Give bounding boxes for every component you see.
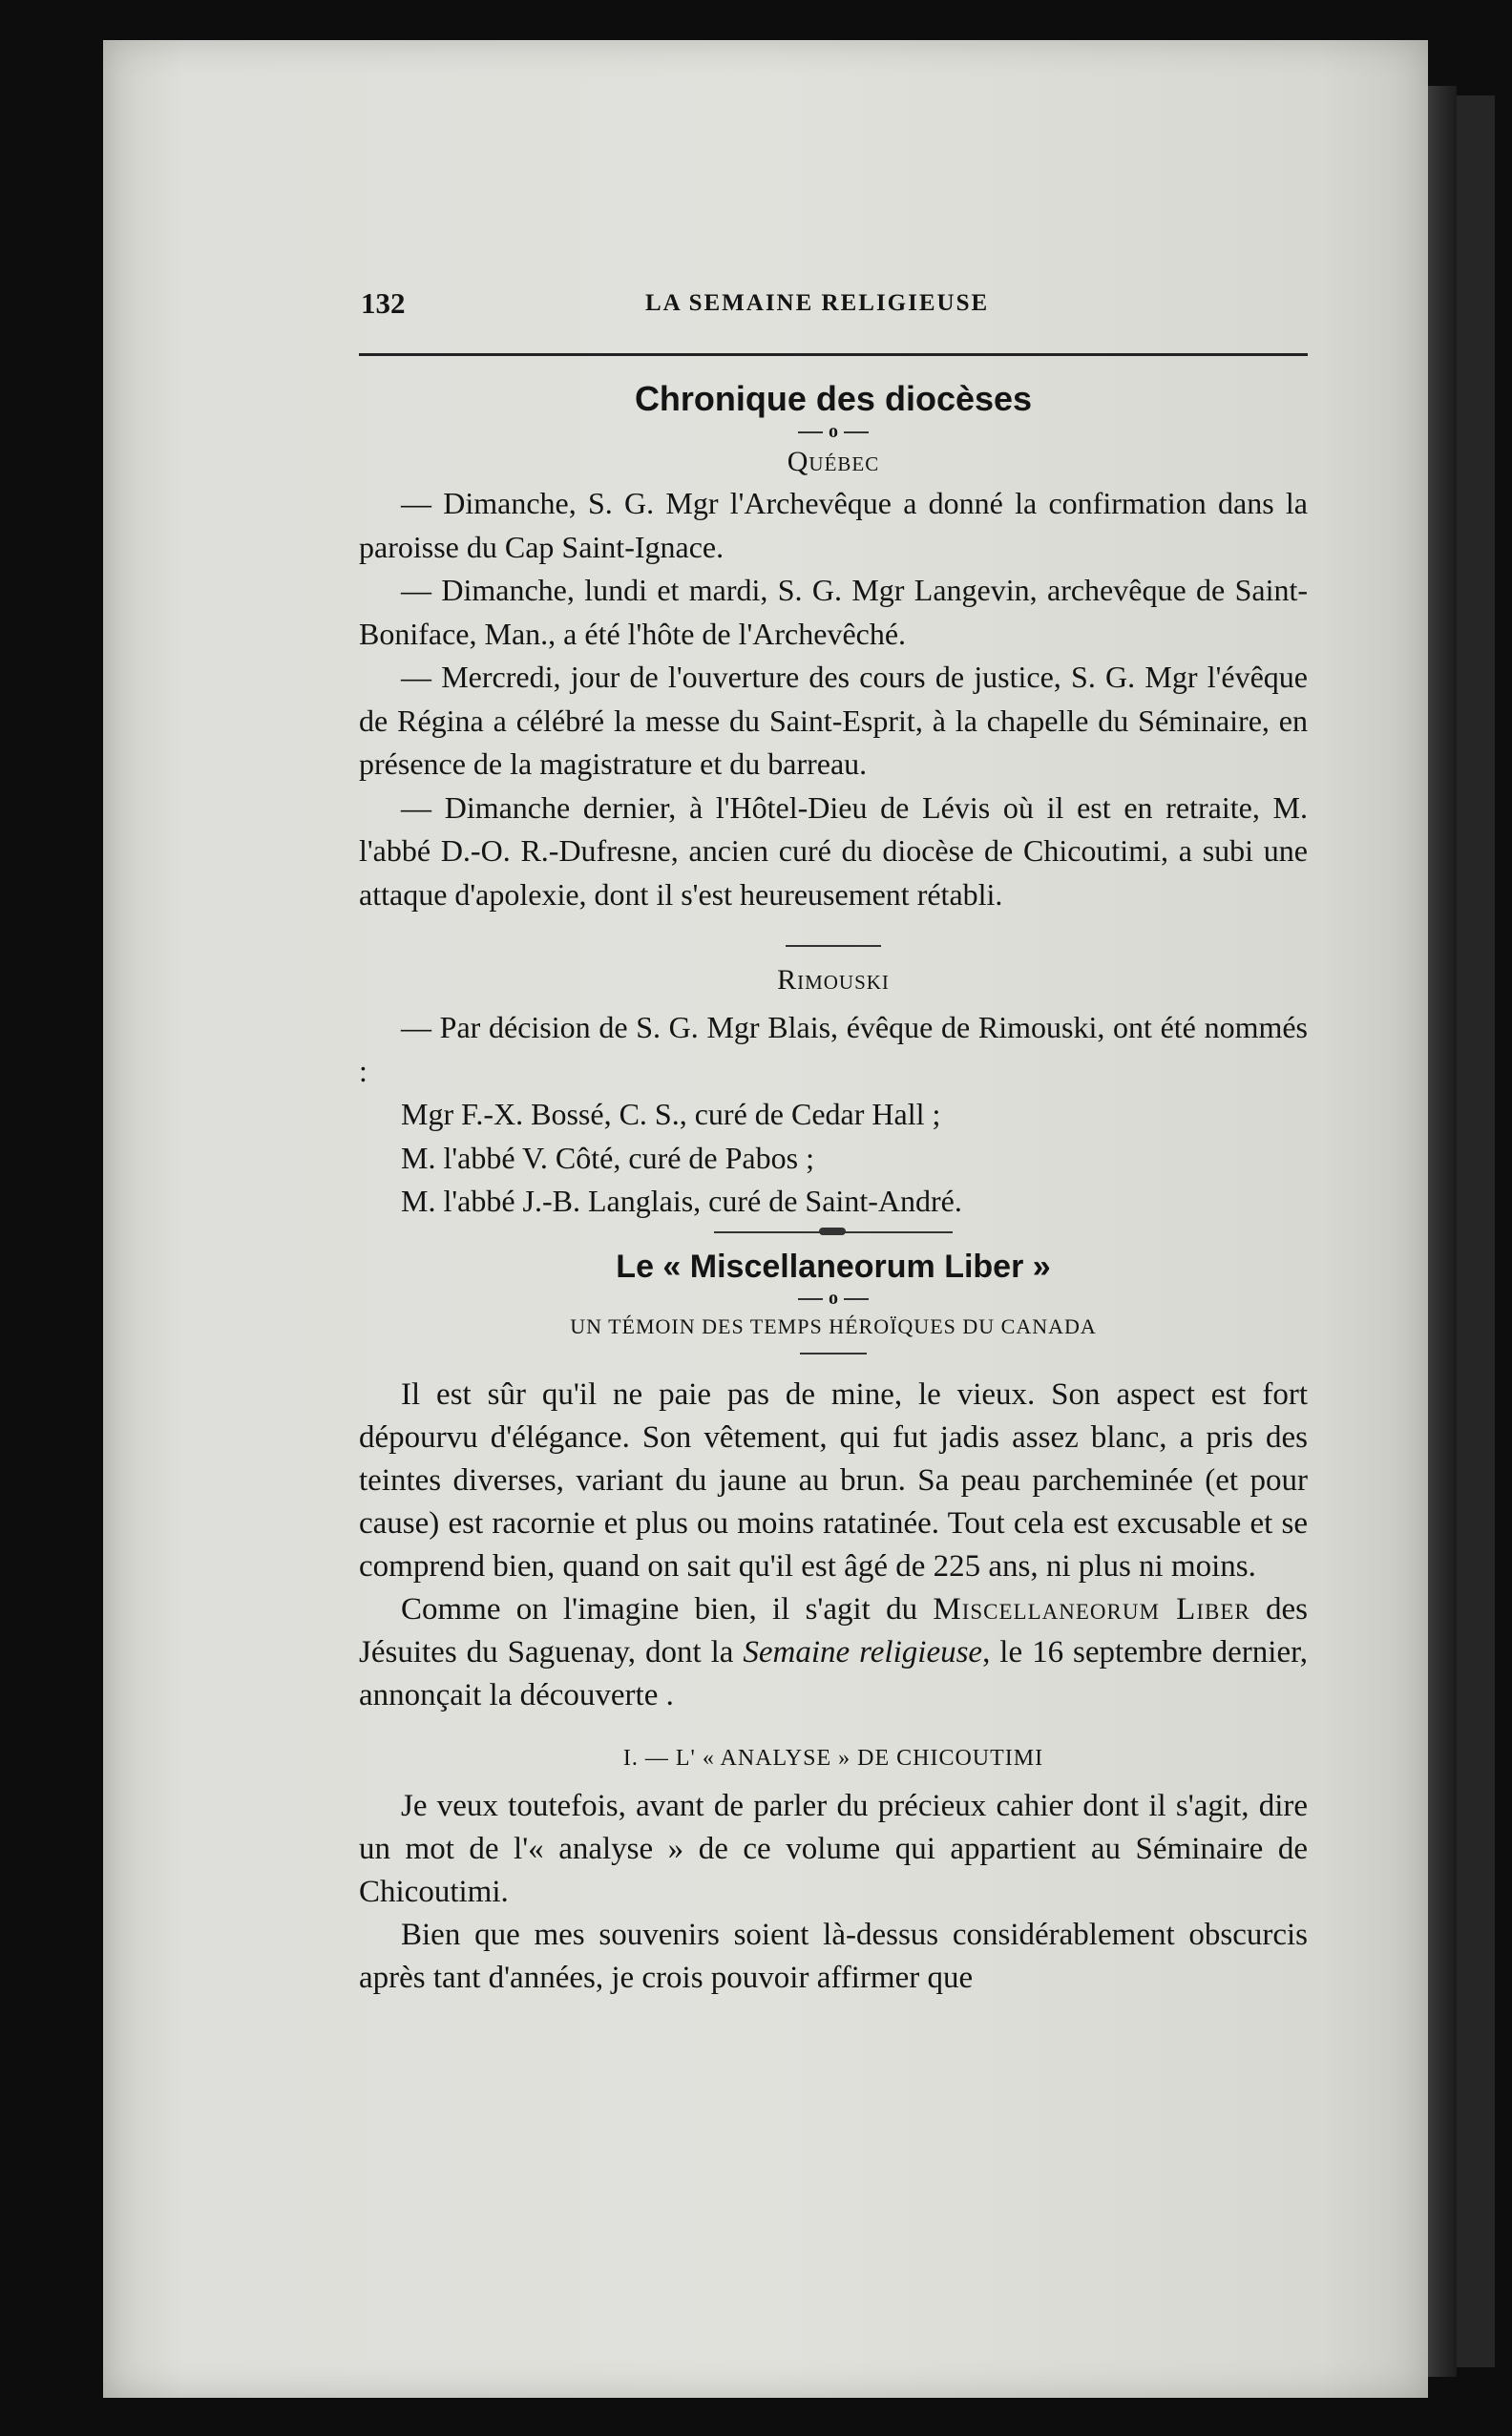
page-content xyxy=(359,286,1308,2000)
page-edge-shadow xyxy=(1428,86,1457,2377)
section-heading-rimouski: Rimouski xyxy=(777,964,890,996)
appointment-line: M. l'abbé J.-B. Langlais, curé de Saint-André. xyxy=(401,1184,962,1218)
ornament-glyph: o xyxy=(829,1287,838,1309)
text-run: Comme on l'imagine bien, il s'agit du xyxy=(401,1591,934,1627)
appointment-line: Mgr F.-X. Bossé, C. S., curé de Cedar Hall ; xyxy=(401,1097,941,1131)
section-rule xyxy=(786,945,881,947)
text-run: , le 16 septembre dernier, annonçait la découverte . xyxy=(359,1634,1309,1712)
publication-title: Semaine religieuse xyxy=(743,1634,983,1670)
text-run: des Jésuites du Saguenay, dont la xyxy=(359,1591,1308,1670)
article-body xyxy=(359,1374,1308,2000)
part-heading: I. — L' « ANALYSE » DE CHICOUTIMI xyxy=(622,1745,1044,1771)
ornament-glyph: o xyxy=(829,421,838,442)
article-subtitle: UN TÉMOIN DES TEMPS HÉROÏQUES DU CANADA xyxy=(570,1313,1097,1338)
chronique-title: Chronique des diocèses xyxy=(634,379,1033,418)
running-header xyxy=(359,286,1308,332)
page-edge-dark xyxy=(1457,95,1495,2367)
article-paragraph: Je veux toutefois, avant de parler du précieux cahier dont il s'agit, dire un mot de l'« analyse » de ce volume qui appartient au Séminaire de Chicoutimi. xyxy=(359,1788,1308,1909)
article-paragraph: Bien que mes souvenirs soient là-dessus considérablement obscurcis après tant d'années, je crois pouvoir affirmer que xyxy=(359,1917,1308,1995)
subtitle-rule xyxy=(800,1353,867,1354)
section-heading-quebec: Québec xyxy=(787,446,880,477)
quebec-paragraph: — Dimanche, S. G. Mgr l'Archevêque a donné la confirmation dans la paroisse du Cap Saint-Ignace. xyxy=(359,486,1308,564)
quebec-paragraph: — Dimanche dernier, à l'Hôtel-Dieu de Lévis où il est en retraite, M. l'abbé D.-O. R.-Dufresne, ancien curé du diocèse de Chicoutimi, a subi une attaque d'apolexie, dont il s'est heureusement rétabli. xyxy=(359,789,1308,912)
appointment-line: M. l'abbé V. Côté, curé de Pabos ; xyxy=(401,1140,814,1175)
fancy-divider xyxy=(714,1231,953,1239)
article-paragraph xyxy=(359,1588,1308,1717)
running-title: LA SEMAINE RELIGIEUSE xyxy=(645,290,990,316)
ornament-divider xyxy=(359,421,1308,442)
ornament-divider xyxy=(359,1288,1308,1309)
quebec-paragraph: — Mercredi, jour de l'ouverture des cours de justice, S. G. Mgr l'évêque de Régina a célébré la messe du Saint-Esprit, à la chapelle du Séminaire, en présence de la magistrature et du barreau. xyxy=(359,660,1308,781)
liber-title: Miscellaneorum Liber xyxy=(933,1591,1250,1627)
rimouski-intro: — Par décision de S. G. Mgr Blais, évêque de Rimouski, ont été nommés : xyxy=(359,1010,1308,1088)
header-rule xyxy=(359,353,1308,356)
quebec-paragraph: — Dimanche, lundi et mardi, S. G. Mgr Langevin, archevêque de Saint-Boniface, Man., a été l'hôte de l'Archevêché. xyxy=(359,573,1308,651)
article-paragraph: Il est sûr qu'il ne paie pas de mine, le vieux. Son aspect est fort dépourvu d'élégance. Son vêtement, qui fut jadis assez blanc, a pris des teintes diverses, variant du jaune au brun. Sa peau parcheminée (et pour cause) est racornie et plus ou moins ratatinée. Tout cela est excusable et se comprend bien, quand on sait qu'il est âgé de 225 ans, ni plus ni moins. xyxy=(359,1376,1308,1584)
page-number: 132 xyxy=(361,286,406,320)
article-title: Le « Miscellaneorum Liber » xyxy=(616,1248,1051,1285)
